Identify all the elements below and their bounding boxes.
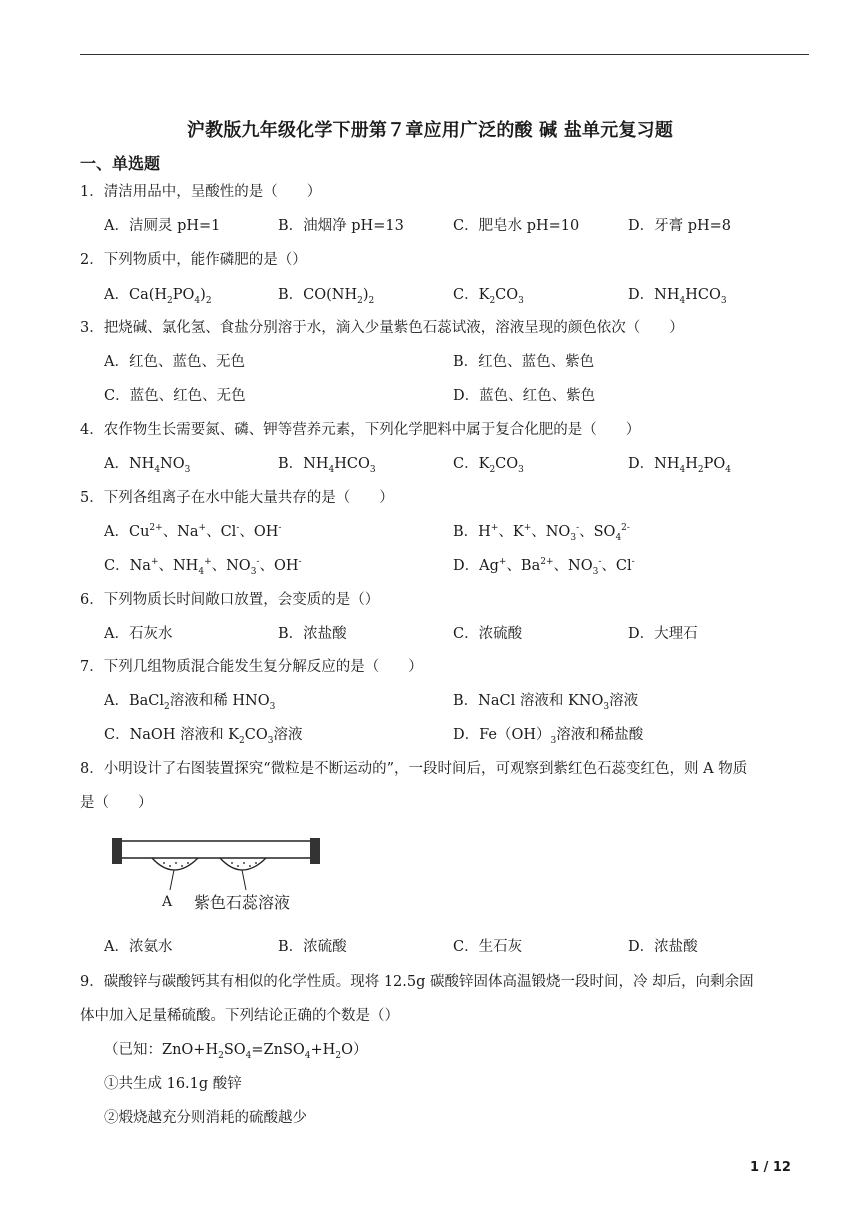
q1-option-a: A．洁厕灵 pH=1 (104, 218, 221, 234)
q7-option-b: B．NaCl 溶液和 $KNO_3$溶液 (453, 693, 639, 712)
question-3-stem: 3．把烧碱、氯化氢、食盐分别溶于水，滴入少量紫色石蕊试液，溶液呈现的颜色依次（ ） (80, 320, 684, 336)
q8-option-c: C．生石灰 (453, 939, 523, 955)
q8-option-b: B．浓硫酸 (278, 939, 347, 955)
question-5-stem: 5．下列各组离子在水中能大量共存的是（ ） (80, 490, 394, 506)
q8-option-a: A．浓氨水 (104, 939, 173, 955)
liquid-dots (163, 862, 257, 867)
q5-option-b: B．H+、K+、$NO_3^-$、$SO_4^{2-}$ (453, 523, 630, 543)
question-8-stem-line1: 8．小明设计了右图装置探究“微粒是不断运动的”，一段时间后，可观察到紫红色石蕊变红色，则 A 物质 (80, 761, 748, 777)
q6-option-d: D．大理石 (628, 626, 698, 642)
q7-option-a: A．BaCl$_2$溶液和稀 $HNO_3$ (104, 693, 276, 712)
q2-option-d: D．$NH_4HCO_3$ (628, 287, 727, 306)
q5-option-c: C．Na+、$NH_4^+$、$NO_3^-$、OH- (104, 557, 302, 577)
q6-option-b: B．浓盐酸 (278, 626, 347, 642)
q4-option-d: D．$NH_4H_2PO_4$ (628, 456, 731, 475)
q1-option-d: D．牙膏 pH=8 (628, 218, 732, 234)
dish-left (152, 858, 198, 870)
q3-option-a: A．红色、蓝色、无色 (104, 354, 245, 370)
q5-option-a: A．$Cu^{2+}$、Na+、Cl-、OH- (104, 523, 282, 540)
tube-left-stopper (112, 838, 122, 864)
pointer-right (242, 870, 246, 890)
q2-option-a: A．$Ca(H_2PO_4)_2$ (104, 287, 212, 306)
q4-option-a: A．$NH_4NO_3$ (104, 456, 191, 475)
tube-right-stopper (310, 838, 320, 864)
question-6-stem: 6．下列物质长时间敞口放置，会变质的是（） (80, 592, 380, 608)
question-2-stem: 2．下列物质中，能作磷肥的是（） (80, 252, 307, 268)
q4-option-c: C．$K_2CO_3$ (453, 456, 524, 475)
figure-label-a: A (162, 894, 173, 910)
page-number: 1 / 12 (750, 1160, 791, 1175)
q9-item-1: ①共生成 16.1g 酸锌 (104, 1076, 242, 1092)
question-8-stem-line2: 是（ ） (80, 795, 153, 811)
q2-option-b: B．$CO(NH_2)_2$ (278, 287, 375, 306)
question-7-stem: 7．下列几组物质混合能发生复分解反应的是（ ） (80, 659, 423, 675)
q6-option-a: A．石灰水 (104, 626, 173, 642)
header-rule (80, 54, 809, 55)
q3-option-c: C．蓝色、红色、无色 (104, 388, 246, 404)
q1-option-b: B．油烟净 pH=13 (278, 218, 404, 234)
pointer-left (170, 870, 174, 890)
q5-option-d: D．Ag+、$Ba^{2+}$、$NO_3^-$、Cl- (453, 557, 635, 577)
question-9-stem-line2: 体中加入足量稀硫酸。下列结论正确的个数是（） (80, 1008, 399, 1024)
question-4-stem: 4．农作物生长需要氮、磷、钾等营养元素，下列化学肥料中属于复合化肥的是（ ） (80, 422, 641, 438)
q3-option-d: D．蓝色、红色、紫色 (453, 388, 596, 404)
q6-option-c: C．浓硫酸 (453, 626, 523, 642)
q2-option-c: C．$K_2CO_3$ (453, 287, 524, 306)
q8-option-d: D．浓盐酸 (628, 939, 698, 955)
document-title: 沪教版九年级化学下册第７章应用广泛的酸 碱 盐单元复习题 (186, 120, 674, 141)
dish-right (220, 858, 266, 870)
q1-option-c: C．肥皂水 pH=10 (453, 218, 580, 234)
q7-option-c: C．NaOH 溶液和 $K_2CO_3$溶液 (104, 727, 303, 746)
question-9-stem-line1: 9．碳酸锌与碳酸钙其有相似的化学性质。现将 12.5g 碳酸锌固体高温锻烧一段时间，冷 却后，向剩余固 (80, 974, 754, 990)
q7-option-d: D．$Fe(OH)_3$溶液和稀盐酸 (453, 727, 644, 746)
section-heading: 一、单选题 (80, 154, 161, 173)
q4-option-b: B．$NH_4HCO_3$ (278, 456, 376, 475)
figure-label-litmus: 紫色石蕊溶液 (194, 893, 291, 912)
question-1-stem: 1．清洁用品中，呈酸性的是（ ） (80, 184, 322, 200)
q3-option-b: B．红色、蓝色、紫色 (453, 354, 595, 370)
apparatus-figure (108, 832, 328, 918)
q9-known-equation: （已知：$ZnO+H_2SO_4=ZnSO_4+H_2O$） (104, 1042, 368, 1061)
q9-item-2: ②煅烧越充分则消耗的硫酸越少 (104, 1110, 307, 1126)
